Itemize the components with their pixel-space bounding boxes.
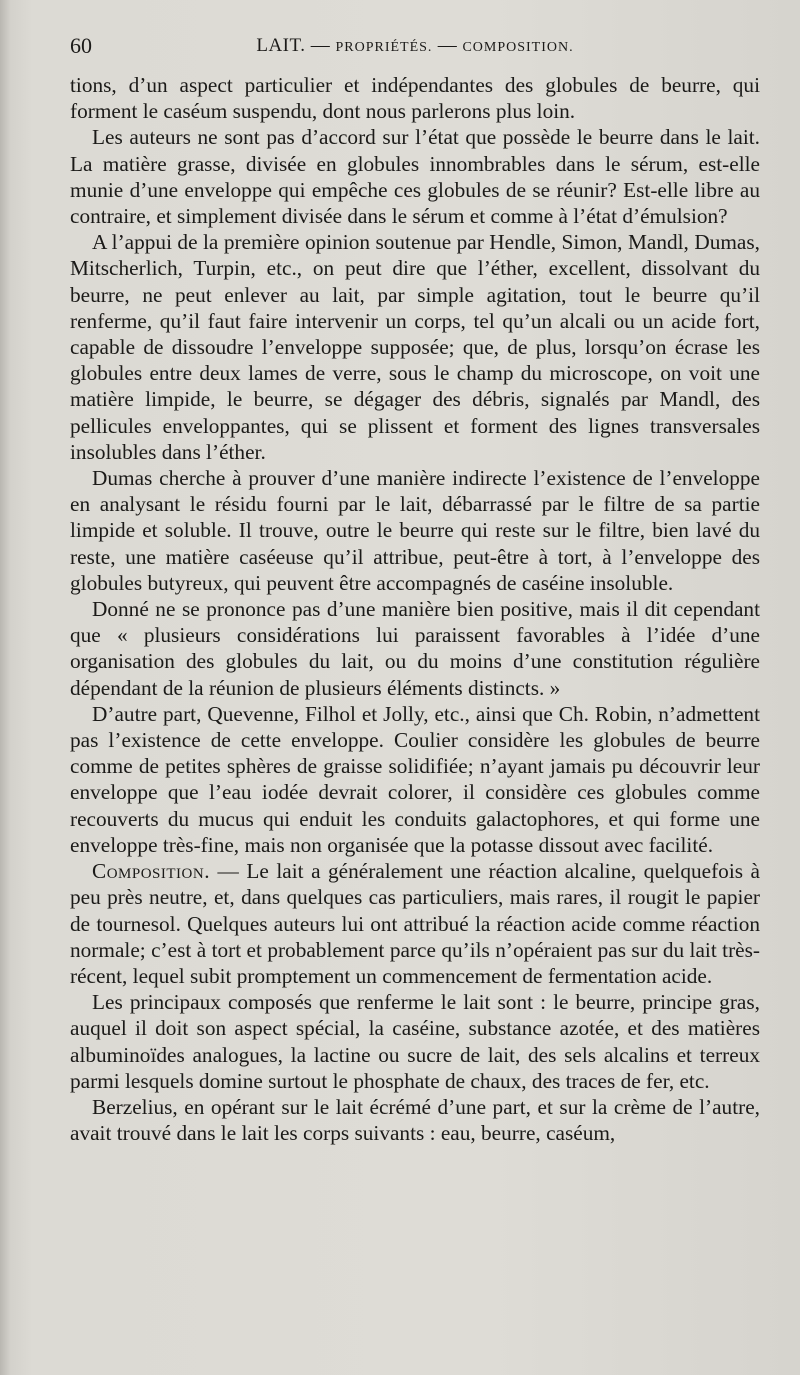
paragraph: Dumas cherche à prouver d’une manière indirecte l’existence de l’enveloppe en analysant le résidu fourni par le lait, débarrassé par le filtre de sa partie limpide et soluble. Il trouve, outre le beurre qui reste sur le filtre, bien lavé du reste, une matière caséeuse qu’il attribue, peut-être à tort, à l’enveloppe des globules butyreux, qui peuvent être accompagnés de caséine insoluble. [70, 466, 760, 595]
section-heading: Composition. [92, 859, 211, 884]
paragraph: Les principaux composés que renferme le lait sont : le beurre, principe gras, auquel il doit son aspect spécial, la caséine, substance azotée, et des matières albuminoïdes analogues, la lactine ou sucre de lait, des sels alcalins et terreux parmi lesquels domine surtout le phosphate de chaux, des traces de fer, etc. [70, 990, 760, 1093]
running-head-dash: — [310, 35, 331, 56]
paragraph: Donné ne se prononce pas d’une manière bien positive, mais il dit cependant que « plusieurs considérations lui paraissent favorables à l’idée d’une organisation des globules du lait, ou du moins d’une constitution régulière dépendant de la réunion de plusieurs éléments distincts. » [70, 597, 760, 700]
paragraph: Berzelius, en opérant sur le lait écrémé d’une part, et sur la crème de l’autre, avait trouvé dans le lait les corps suivants : eau, beurre, caséum, [70, 1094, 760, 1146]
paragraph: Les auteurs ne sont pas d’accord sur l’état que possède le beurre dans le lait. La matière grasse, divisée en globules innombrables dans le sérum, est-elle munie d’une enveloppe qui empêche ces globules de se réunir? Est-elle libre au contraire, et simplement divisée dans le sérum et comme à l’état d’émulsion? [70, 125, 760, 229]
paragraph: A l’appui de la première opinion soutenue par Hendle, Simon, Mandl, Dumas, Mitscherlich, Turpin, etc., on peut dire que l’éther, excellent, dissolvant du beurre, ne peut enlever au lait, par simple agitation, tout le beurre qu’il renferme, qu’il faut faire intervenir un corps, tel qu’un alcali ou un acide fort, capable de dissoudre l’enveloppe supposée; que, de plus, lorsqu’on écrase les globules entre deux lames de verre, sous le champ du microscope, on voit une matière limpide, le beurre, se dégager des débris, signalés par Mandl, des pellicules enveloppantes, qui se plissent et forment des lignes transversales insolubles dans l’éther. [70, 230, 760, 464]
body-text [70, 72, 760, 1146]
running-head-section: PROPRIÉTÉS. [335, 40, 433, 55]
running-head-title: LAIT. [256, 35, 306, 56]
paragraph: D’autre part, Quevenne, Filhol et Jolly, etc., ainsi que Ch. Robin, n’admettent pas l’existence de cette enveloppe. Coulier considère les globules de beurre comme de petites sphères de graisse solidifiée; n’ayant jamais pu découvrir leur enveloppe que l’eau iodée devrait colorer, il considère ces globules comme recouverts du mucus qui enduit les conduits galactophores, et qui forme une enveloppe très-fine, mais non organisée que la potasse dissout avec facilité. [70, 701, 760, 857]
running-head [70, 35, 760, 57]
page-header [70, 33, 760, 63]
paragraph: tions, d’un aspect particulier et indépendantes des globules de beurre, qui forment le caséum suspendu, dont nous parlerons plus loin. [70, 73, 760, 124]
composition-paragraph [70, 858, 760, 989]
running-head-section: COMPOSITION. [462, 40, 574, 55]
composition-text: — Le lait a généralement une réaction alcaline, quelquefois à peu près neutre, et, dans quelques cas particuliers, mais rares, il rougit le papier de tournesol. Quelques auteurs lui ont attribué la réaction acide comme réaction normale; c’est à tort et probablement parce qu’ils n’opéraient pas sur du lait très-récent, lequel subit promptement un commencement de fermentation acide. [70, 859, 760, 988]
page-number: 60 [70, 33, 92, 58]
running-head-dash: — [437, 35, 458, 56]
page-binding-edge [0, 0, 10, 1375]
